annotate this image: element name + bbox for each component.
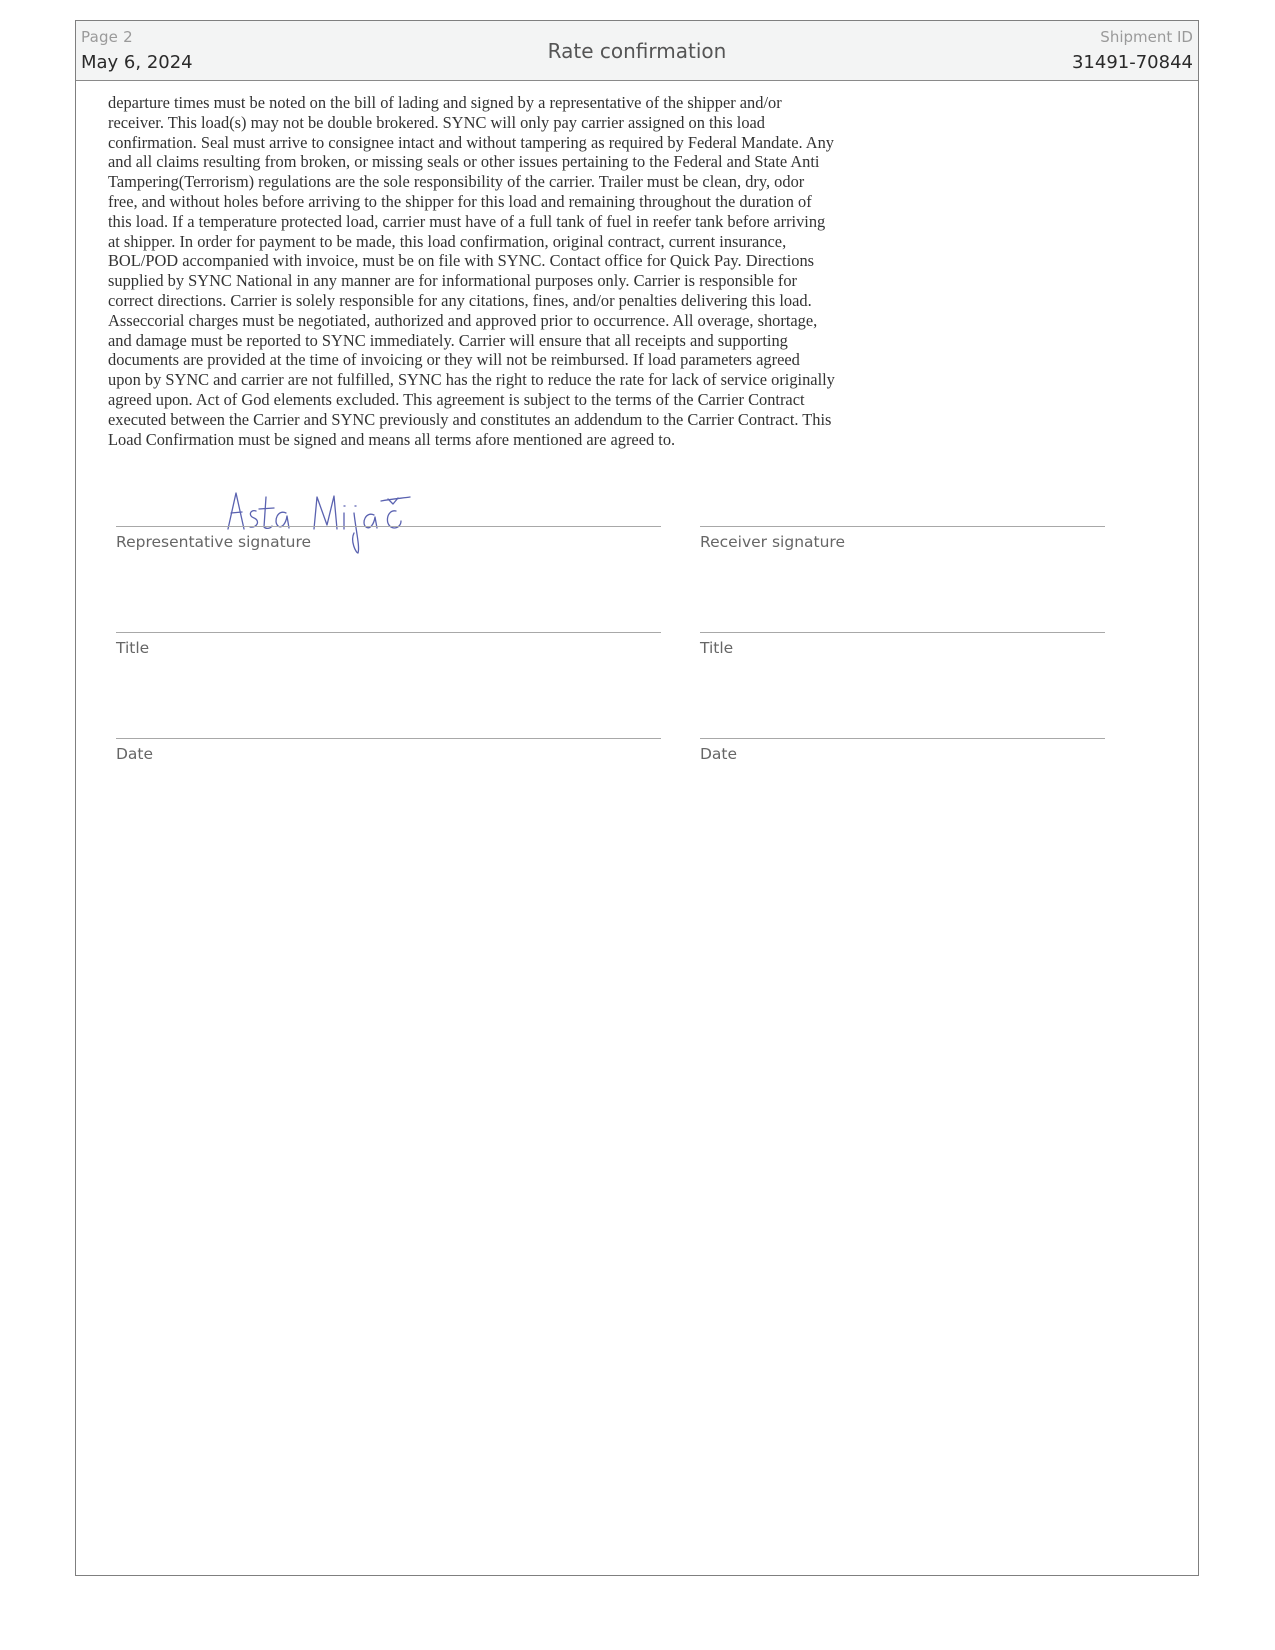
terms-line: departure times must be noted on the bill of lading and signed by a representative of the shipper and/or (108, 93, 782, 112)
document-page (75, 20, 1199, 1576)
terms-line: correct directions. Carrier is solely responsible for any citations, fines, and/or penalties delivering this load. (108, 290, 812, 310)
receiver-title-label: Title (700, 639, 734, 657)
terms-line: agreed upon. Act of God elements excluded. This agreement is subject to the terms of the Carrier Contract (108, 389, 805, 409)
representative-handwritten-signature (226, 491, 446, 571)
representative-date-line[interactable] (116, 738, 661, 739)
receiver-date-line[interactable] (700, 738, 1105, 739)
terms-line: supplied by SYNC National in any manner are for informational purposes only. Carrier is responsible for (108, 271, 798, 291)
representative-title-label: Title (116, 639, 150, 657)
terms-line: documents are provided at the time of invoicing or they will not be reimbursed. If load parameters agreed (108, 350, 800, 370)
receiver-signature-label: Receiver signature (700, 533, 845, 551)
page-number: Page 2 (81, 28, 133, 46)
terms-line: executed between the Carrier and SYNC previously and constitutes an addendum to the Carrier Contract. This (108, 409, 832, 429)
terms-line: this load. If a temperature protected load, carrier must have of a full tank of fuel in reefer tank before arriving (108, 211, 826, 231)
representative-signature-line[interactable] (116, 526, 661, 527)
representative-date-label: Date (116, 745, 154, 763)
terms-line: upon by SYNC and carrier are not fulfilled, SYNC has the right to reduce the rate for lack of service originally (108, 370, 835, 390)
terms-line: at shipper. In order for payment to be made, this load confirmation, original contract, current insurance, (108, 231, 787, 251)
representative-title-line[interactable] (116, 632, 661, 633)
document-title: Rate confirmation (547, 39, 727, 63)
receiver-signature-line[interactable] (700, 526, 1105, 527)
terms-line: Load Confirmation must be signed and means all terms afore mentioned are agreed to. (108, 429, 676, 449)
terms-line: receiver. This load(s) may not be double brokered. SYNC will only pay carrier assigned on this load (108, 112, 765, 132)
receiver-date-label: Date (700, 745, 738, 763)
terms-line: BOL/POD accompanied with invoice, must be on file with SYNC. Contact office for Quick Pay. Directions (108, 251, 815, 271)
terms-line: free, and without holes before arriving to the shipper for this load and remaining throughout the duration of (108, 191, 812, 211)
terms-line: and damage must be reported to SYNC immediately. Carrier will ensure that all receipts and supporting (108, 330, 788, 350)
representative-signature-label: Representative signature (116, 533, 312, 551)
shipment-id: 31491-70844 (1071, 52, 1193, 73)
document-date: May 6, 2024 (81, 52, 193, 73)
page-header (76, 21, 1198, 81)
terms-line: and all claims resulting from broken, or missing seals or other issues pertaining to the Federal and State Anti (108, 152, 820, 172)
terms-line: Asseccorial charges must be negotiated, authorized and approved prior to occurrence. All overage, shortage, (108, 310, 818, 330)
receiver-title-line[interactable] (700, 632, 1105, 633)
terms-line: confirmation. Seal must arrive to consignee intact and without tampering as required by Federal Mandate. Any (108, 132, 834, 152)
terms-paragraph (108, 93, 908, 449)
shipment-id-label: Shipment ID (1100, 28, 1193, 46)
terms-line: Tampering(Terrorism) regulations are the sole responsibility of the carrier. Trailer must be clean, dry, odor (108, 172, 805, 192)
